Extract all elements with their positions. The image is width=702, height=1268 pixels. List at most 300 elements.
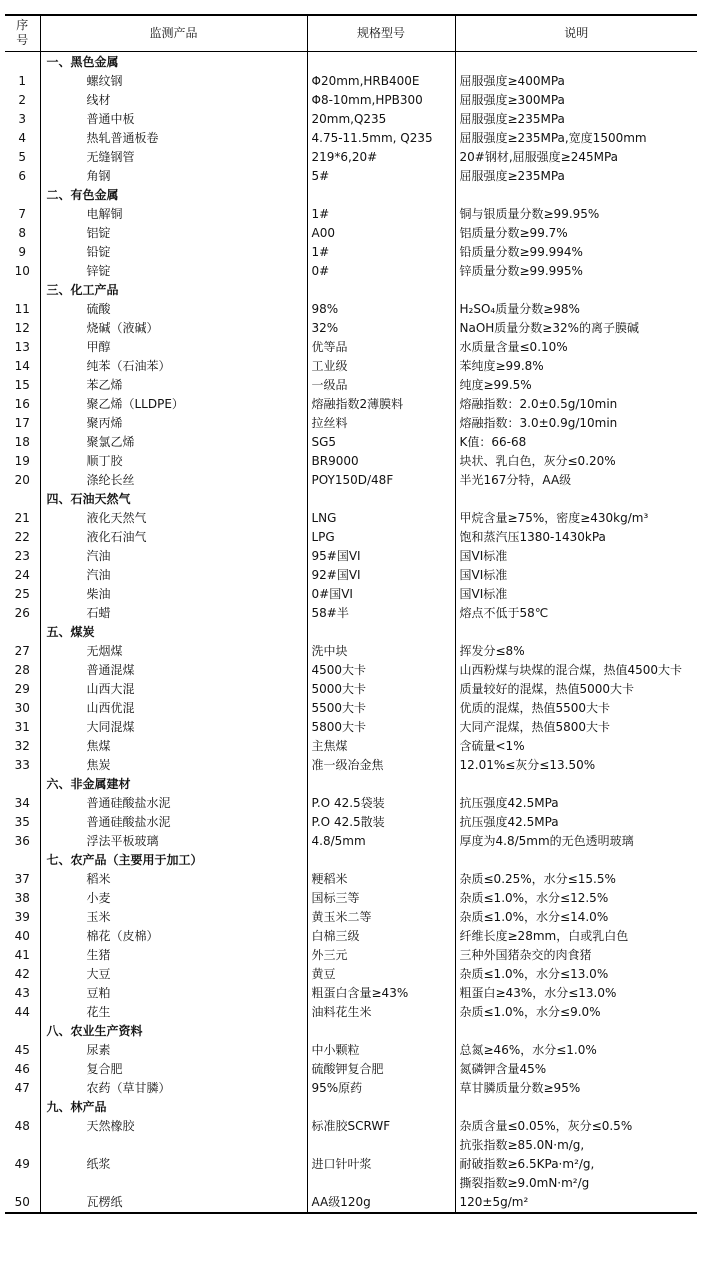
section-note: [455, 1098, 697, 1117]
row-spec: 20mm,Q235: [307, 110, 455, 129]
row-no: 7: [18, 206, 27, 221]
row-product: 铅锭: [40, 243, 307, 262]
row-note: 总氮≥46%，水分≤1.0%: [455, 1041, 697, 1060]
row-spec: 优等品: [307, 338, 455, 357]
section-note: [455, 186, 697, 205]
row-note: 锌质量分数≥99.995%: [455, 262, 697, 281]
row-product: 汽油: [40, 547, 307, 566]
row-spec: SG5: [307, 433, 455, 452]
row-no: 2: [18, 92, 27, 107]
row-product: 大同混煤: [40, 718, 307, 737]
row-no: 18: [14, 434, 30, 449]
row-note: 饱和蒸汽压1380-1430kPa: [455, 528, 697, 547]
row-spec: 熔融指数2薄膜料: [307, 395, 455, 414]
row-no: 14: [14, 358, 30, 373]
row-spec: 0#: [307, 262, 455, 281]
row-product: 棉花（皮棉）: [40, 927, 307, 946]
row-spec: P.O 42.5袋装: [307, 794, 455, 813]
row-spec: 95%原药: [307, 1079, 455, 1098]
row-no: 10: [14, 263, 30, 278]
row-no: 20: [14, 472, 30, 487]
table-row: [5, 813, 697, 832]
section-row: [5, 281, 697, 300]
row-no: 24: [14, 567, 30, 582]
row-spec: LPG: [307, 528, 455, 547]
row-product: 铝锭: [40, 224, 307, 243]
row-no: 4: [18, 130, 27, 145]
row-spec: 95#国VI: [307, 547, 455, 566]
section-title: 九、林产品: [40, 1098, 307, 1117]
row-spec: POY150D/48F: [307, 471, 455, 490]
row-product: 普通硅酸盐水泥: [40, 813, 307, 832]
row-note: 抗压强度42.5MPa: [455, 794, 697, 813]
row-no: 3: [18, 111, 27, 126]
row-spec: 1#: [307, 205, 455, 224]
table-row: [5, 205, 697, 224]
row-spec: 1#: [307, 243, 455, 262]
row-product: 普通中板: [40, 110, 307, 129]
section-no: [5, 186, 40, 205]
section-title: 二、有色金属: [40, 186, 307, 205]
row-product: 焦煤: [40, 737, 307, 756]
section-title: 六、非金属建材: [40, 775, 307, 794]
table-row: [5, 1060, 697, 1079]
row-note: 杂质含量≤0.05%，灰分≤0.5%: [455, 1117, 697, 1136]
row-note: 苯纯度≥99.8%: [455, 357, 697, 376]
section-title: 七、农产品（主要用于加工）: [40, 851, 307, 870]
section-title: 一、黑色金属: [40, 51, 307, 72]
table-row: [5, 1041, 697, 1060]
row-product: 热轧普通板卷: [40, 129, 307, 148]
row-note: 熔融指数：3.0±0.9g/10min: [455, 414, 697, 433]
row-note: 屈服强度≥300MPa: [455, 91, 697, 110]
row-spec: 58#半: [307, 604, 455, 623]
row-no: 25: [14, 586, 30, 601]
section-spec: [307, 1098, 455, 1117]
table-row: [5, 946, 697, 965]
row-no: 22: [14, 529, 30, 544]
row-no: 49: [14, 1156, 30, 1171]
section-note: [455, 490, 697, 509]
row-no: 46: [14, 1061, 30, 1076]
row-spec: 219*6,20#: [307, 148, 455, 167]
row-note: 国VI标准: [455, 566, 697, 585]
section-spec: [307, 490, 455, 509]
section-spec: [307, 1022, 455, 1041]
table-row: [5, 680, 697, 699]
row-spec: 准一级冶金焦: [307, 756, 455, 775]
section-note: [455, 623, 697, 642]
table-row: [5, 1136, 697, 1193]
row-spec: 92#国VI: [307, 566, 455, 585]
row-spec: 中小颗粒: [307, 1041, 455, 1060]
row-spec: 硫酸钾复合肥: [307, 1060, 455, 1079]
header-spec: 规格型号: [307, 15, 455, 51]
row-spec: 粳稻米: [307, 870, 455, 889]
table-row: [5, 642, 697, 661]
table-row: [5, 1003, 697, 1022]
row-no: 11: [14, 301, 30, 316]
table-body: [5, 51, 697, 1213]
row-note: 杂质≤1.0%，水分≤12.5%: [455, 889, 697, 908]
row-product: 农药（草甘膦）: [40, 1079, 307, 1098]
row-note: 杂质≤0.25%，水分≤15.5%: [455, 870, 697, 889]
row-spec: 4.75-11.5mm, Q235: [307, 129, 455, 148]
section-row: [5, 775, 697, 794]
row-note: 杂质≤1.0%，水分≤13.0%: [455, 965, 697, 984]
row-note: 块状、乳白色，灰分≤0.20%: [455, 452, 697, 471]
row-no: 28: [14, 662, 30, 677]
row-no: 19: [14, 453, 30, 468]
row-spec: 黄玉米二等: [307, 908, 455, 927]
row-note: 三种外国猪杂交的肉食猪: [455, 946, 697, 965]
row-note: 铅质量分数≥99.994%: [455, 243, 697, 262]
section-no: [5, 281, 40, 300]
section-note: [455, 51, 697, 72]
row-no: 12: [14, 320, 30, 335]
row-note: 杂质≤1.0%，水分≤14.0%: [455, 908, 697, 927]
section-spec: [307, 623, 455, 642]
row-no: 47: [14, 1080, 30, 1095]
row-spec: 白棉三级: [307, 927, 455, 946]
row-note: 抗张指数≥85.0N·m/g, 耐破指数≥6.5KPa·m²/g, 撕裂指数≥9.0mN·m²/g: [455, 1136, 697, 1193]
row-no: 50: [14, 1194, 30, 1209]
row-product: 无缝钢管: [40, 148, 307, 167]
row-product: 山西大混: [40, 680, 307, 699]
row-no: 38: [14, 890, 30, 905]
row-no: 33: [14, 757, 30, 772]
table-row: [5, 300, 697, 319]
row-product: 普通混煤: [40, 661, 307, 680]
row-note: 屈服强度≥235MPa,宽度1500mm: [455, 129, 697, 148]
section-spec: [307, 851, 455, 870]
table-row: [5, 376, 697, 395]
row-spec: Φ20mm,HRB400E: [307, 72, 455, 91]
row-product: 柴油: [40, 585, 307, 604]
row-note: 草甘膦质量分数≥95%: [455, 1079, 697, 1098]
row-note: 水质量含量≤0.10%: [455, 338, 697, 357]
row-no: 48: [14, 1118, 30, 1133]
row-spec: 5000大卡: [307, 680, 455, 699]
row-product: 无烟煤: [40, 642, 307, 661]
table-row: [5, 1117, 697, 1136]
section-row: [5, 490, 697, 509]
row-product: 苯乙烯: [40, 376, 307, 395]
section-spec: [307, 51, 455, 72]
row-product: 花生: [40, 1003, 307, 1022]
table-row: [5, 794, 697, 813]
monitoring-products-table: [5, 14, 697, 1214]
row-no: 6: [18, 168, 27, 183]
table-row: [5, 927, 697, 946]
row-note: 山西粉煤与块煤的混合煤，热值4500大卡: [455, 661, 697, 680]
row-product: 顺丁胶: [40, 452, 307, 471]
table-row: [5, 604, 697, 623]
table-row: [5, 395, 697, 414]
row-spec: A00: [307, 224, 455, 243]
row-note: 优质的混煤，热值5500大卡: [455, 699, 697, 718]
row-product: 液化石油气: [40, 528, 307, 547]
row-spec: Φ8-10mm,HPB300: [307, 91, 455, 110]
row-spec: 外三元: [307, 946, 455, 965]
table-row: [5, 338, 697, 357]
row-no: 39: [14, 909, 30, 924]
table-row: [5, 566, 697, 585]
row-product: 天然橡胶: [40, 1117, 307, 1136]
table-row: [5, 509, 697, 528]
table-row: [5, 129, 697, 148]
row-product: 角钢: [40, 167, 307, 186]
table-row: [5, 984, 697, 1003]
row-no: 36: [14, 833, 30, 848]
section-row: [5, 1098, 697, 1117]
row-spec: 5800大卡: [307, 718, 455, 737]
row-spec: P.O 42.5散装: [307, 813, 455, 832]
table-row: [5, 91, 697, 110]
row-spec: 5500大卡: [307, 699, 455, 718]
table-row: [5, 1079, 697, 1098]
row-product: 生猪: [40, 946, 307, 965]
section-row: [5, 1022, 697, 1041]
row-product: 硫酸: [40, 300, 307, 319]
section-no: [5, 51, 40, 72]
table-row: [5, 908, 697, 927]
section-row: [5, 186, 697, 205]
row-note: 甲烷含量≥75%，密度≥430kg/m³: [455, 509, 697, 528]
row-spec: 拉丝料: [307, 414, 455, 433]
row-note: 纯度≥99.5%: [455, 376, 697, 395]
row-no: 16: [14, 396, 30, 411]
row-note: 120±5g/m²: [455, 1193, 697, 1213]
row-spec: 一级品: [307, 376, 455, 395]
table-row: [5, 224, 697, 243]
row-spec: LNG: [307, 509, 455, 528]
table-row: [5, 585, 697, 604]
table-row: [5, 870, 697, 889]
table-row: [5, 414, 697, 433]
row-no: 23: [14, 548, 30, 563]
row-note: 铜与银质量分数≥99.95%: [455, 205, 697, 224]
row-product: 螺纹钢: [40, 72, 307, 91]
section-no: [5, 851, 40, 870]
table-row: [5, 433, 697, 452]
row-no: 45: [14, 1042, 30, 1057]
row-product: 聚氯乙烯: [40, 433, 307, 452]
table-row: [5, 243, 697, 262]
row-note: 国VI标准: [455, 547, 697, 566]
row-product: 尿素: [40, 1041, 307, 1060]
row-note: 屈服强度≥235MPa: [455, 167, 697, 186]
row-product: 稻米: [40, 870, 307, 889]
row-no: 44: [14, 1004, 30, 1019]
header-note: 说明: [455, 15, 697, 51]
section-note: [455, 851, 697, 870]
section-spec: [307, 186, 455, 205]
section-title: 三、化工产品: [40, 281, 307, 300]
row-note: 氮磷钾含量45%: [455, 1060, 697, 1079]
row-spec: 黄豆: [307, 965, 455, 984]
row-product: 小麦: [40, 889, 307, 908]
header-product: 监测产品: [40, 15, 307, 51]
row-no: 37: [14, 871, 30, 886]
section-title: 四、石油天然气: [40, 490, 307, 509]
table-row: [5, 148, 697, 167]
row-note: 熔点不低于58℃: [455, 604, 697, 623]
row-product: 聚乙烯（LLDPE）: [40, 395, 307, 414]
section-note: [455, 1022, 697, 1041]
section-no: [5, 1098, 40, 1117]
table-row: [5, 528, 697, 547]
row-no: 42: [14, 966, 30, 981]
row-no: 41: [14, 947, 30, 962]
row-spec: 4500大卡: [307, 661, 455, 680]
row-no: 9: [18, 244, 27, 259]
row-note: 屈服强度≥400MPa: [455, 72, 697, 91]
row-note: 20#钢材,屈服强度≥245MPa: [455, 148, 697, 167]
row-product: 大豆: [40, 965, 307, 984]
table-row: [5, 262, 697, 281]
row-no: 40: [14, 928, 30, 943]
row-spec: 98%: [307, 300, 455, 319]
row-spec: 洗中块: [307, 642, 455, 661]
row-no: 1: [18, 73, 27, 88]
section-note: [455, 281, 697, 300]
section-no: [5, 775, 40, 794]
row-no: 30: [14, 700, 30, 715]
row-note: K值：66-68: [455, 433, 697, 452]
row-spec: 0#国VI: [307, 585, 455, 604]
section-row: [5, 51, 697, 72]
row-product: 锌锭: [40, 262, 307, 281]
row-product: 甲醇: [40, 338, 307, 357]
row-no: 32: [14, 738, 30, 753]
row-product: 焦炭: [40, 756, 307, 775]
table-row: [5, 319, 697, 338]
row-note: 屈服强度≥235MPa: [455, 110, 697, 129]
table-row: [5, 72, 697, 91]
row-product: 山西优混: [40, 699, 307, 718]
row-product: 涤纶长丝: [40, 471, 307, 490]
section-row: [5, 851, 697, 870]
row-note: 质量较好的混煤，热值5000大卡: [455, 680, 697, 699]
row-product: 石蜡: [40, 604, 307, 623]
row-note: 纤维长度≥28mm，白或乳白色: [455, 927, 697, 946]
table-row: [5, 452, 697, 471]
row-spec: 油料花生米: [307, 1003, 455, 1022]
row-no: 5: [18, 149, 27, 164]
row-spec: AA级120g: [307, 1193, 455, 1213]
row-product: 液化天然气: [40, 509, 307, 528]
row-spec: 主焦煤: [307, 737, 455, 756]
row-product: 电解铜: [40, 205, 307, 224]
row-note: 含硫量<1%: [455, 737, 697, 756]
table-row: [5, 965, 697, 984]
row-no: 27: [14, 643, 30, 658]
row-spec: 32%: [307, 319, 455, 338]
section-note: [455, 775, 697, 794]
row-product: 普通硅酸盐水泥: [40, 794, 307, 813]
table-row: [5, 357, 697, 376]
row-spec: 进口针叶浆: [307, 1136, 455, 1193]
table-header: [5, 15, 697, 51]
table-row: [5, 832, 697, 851]
section-no: [5, 1022, 40, 1041]
table-row: [5, 110, 697, 129]
section-row: [5, 623, 697, 642]
table-row: [5, 699, 697, 718]
row-product: 复合肥: [40, 1060, 307, 1079]
row-no: 8: [18, 225, 27, 240]
table-row: [5, 547, 697, 566]
row-spec: 工业级: [307, 357, 455, 376]
row-spec: BR9000: [307, 452, 455, 471]
row-product: 玉米: [40, 908, 307, 927]
table-row: [5, 661, 697, 680]
row-no: 26: [14, 605, 30, 620]
row-note: 12.01%≤灰分≤13.50%: [455, 756, 697, 775]
row-spec: 粗蛋白含量≥43%: [307, 984, 455, 1003]
row-no: 31: [14, 719, 30, 734]
row-no: 34: [14, 795, 30, 810]
table-row: [5, 471, 697, 490]
row-product: 烧碱（液碱）: [40, 319, 307, 338]
row-product: 汽油: [40, 566, 307, 585]
row-no: 29: [14, 681, 30, 696]
row-no: 13: [14, 339, 30, 354]
row-product: 纯苯（石油苯）: [40, 357, 307, 376]
row-product: 线材: [40, 91, 307, 110]
row-product: 豆粕: [40, 984, 307, 1003]
section-spec: [307, 281, 455, 300]
row-note: 厚度为4.8/5mm的无色透明玻璃: [455, 832, 697, 851]
row-note: 国VI标准: [455, 585, 697, 604]
row-note: NaOH质量分数≥32%的离子膜碱: [455, 319, 697, 338]
row-spec: 5#: [307, 167, 455, 186]
row-no: 21: [14, 510, 30, 525]
row-no: 43: [14, 985, 30, 1000]
section-title: 五、煤炭: [40, 623, 307, 642]
row-product: 聚丙烯: [40, 414, 307, 433]
row-note: 挥发分≤8%: [455, 642, 697, 661]
section-no: [5, 623, 40, 642]
row-note: H₂SO₄质量分数≥98%: [455, 300, 697, 319]
row-spec: 4.8/5mm: [307, 832, 455, 851]
row-spec: 国标三等: [307, 889, 455, 908]
table-row: [5, 167, 697, 186]
row-no: 17: [14, 415, 30, 430]
table-row: [5, 737, 697, 756]
header-no: 序号: [16, 18, 29, 48]
row-no: 35: [14, 814, 30, 829]
row-no: 15: [14, 377, 30, 392]
section-spec: [307, 775, 455, 794]
table-row: [5, 756, 697, 775]
section-no: [5, 490, 40, 509]
row-note: 熔融指数：2.0±0.5g/10min: [455, 395, 697, 414]
row-note: 抗压强度42.5MPa: [455, 813, 697, 832]
row-note: 杂质≤1.0%，水分≤9.0%: [455, 1003, 697, 1022]
row-spec: 标准胶SCRWF: [307, 1117, 455, 1136]
section-title: 八、农业生产资料: [40, 1022, 307, 1041]
row-product: 纸浆: [40, 1136, 307, 1193]
table-row: [5, 889, 697, 908]
row-note: 半光167分特，AA级: [455, 471, 697, 490]
table-row: [5, 718, 697, 737]
row-product: 瓦楞纸: [40, 1193, 307, 1213]
row-note: 大同产混煤，热值5800大卡: [455, 718, 697, 737]
row-note: 粗蛋白≥43%，水分≤13.0%: [455, 984, 697, 1003]
table-row: [5, 1193, 697, 1213]
